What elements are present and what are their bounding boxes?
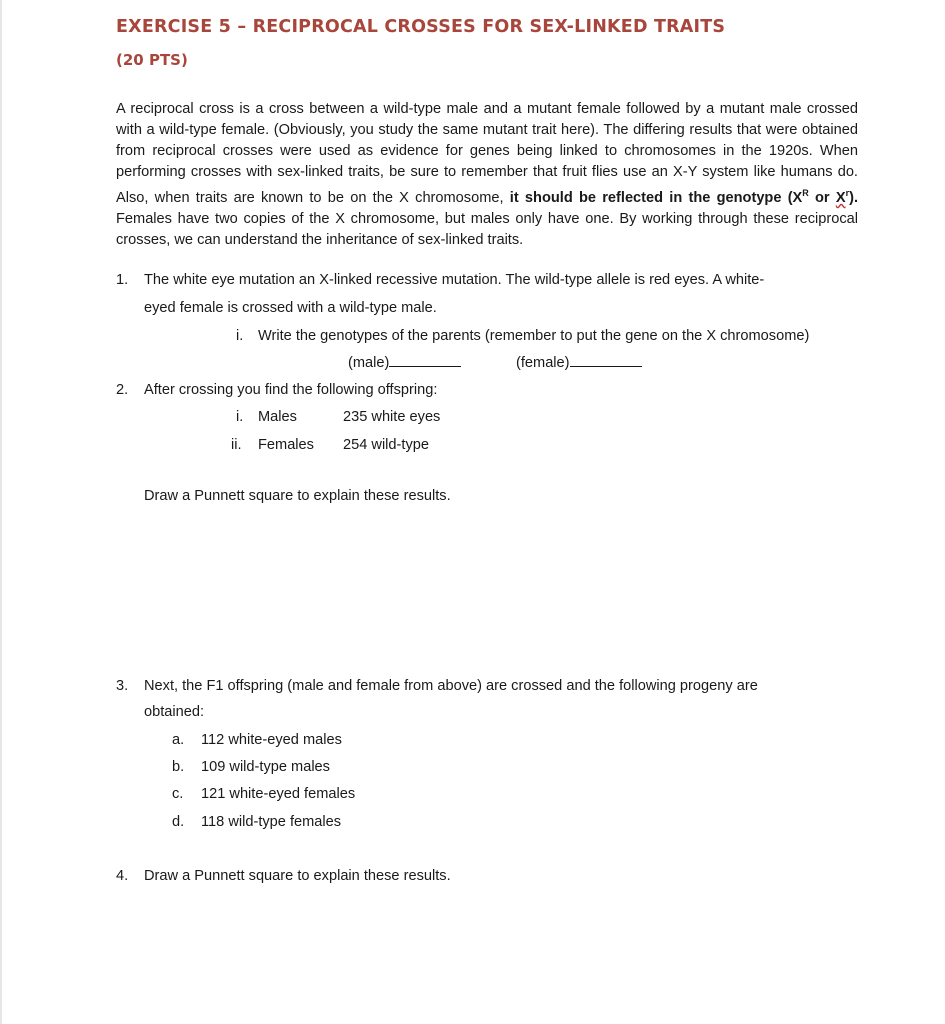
intro-bold-close: ). [849, 190, 859, 207]
q3-item-text: 109 wild-type males [201, 759, 330, 775]
q3-item-text: 112 white-eyed males [201, 732, 342, 748]
q2-row-label: Males [258, 409, 297, 425]
q3-item-num: c. [172, 786, 184, 802]
q2-instruction: Draw a Punnett square to explain these results. [144, 488, 451, 504]
q3-line1: Next, the F1 offspring (male and female from above) are crossed and the following progeny are [144, 678, 758, 694]
male-genotype-field[interactable] [348, 354, 461, 371]
female-blank [570, 354, 642, 367]
q4-text: Draw a Punnett square to explain these results. [144, 868, 451, 884]
q3-item-text: 121 white-eyed females [201, 786, 356, 802]
exercise-points: (20 PTS) [116, 51, 188, 69]
q2-text: After crossing you find the following offspring: [144, 382, 438, 398]
q2-row-value: 254 wild-type [343, 437, 429, 453]
q2-row-num: ii. [231, 437, 242, 453]
female-label: (female) [516, 355, 570, 371]
q3-item-num: b. [172, 759, 185, 775]
q1-number: 1. [116, 272, 129, 288]
intro-bold-1: it should be reflected in the genotype (X [509, 190, 803, 207]
q3-number: 3. [116, 678, 129, 694]
intro-bold-genotype [510, 190, 858, 206]
q3-item-text: 118 wild-type females [201, 814, 342, 830]
female-genotype-field[interactable] [516, 354, 642, 371]
sup-r: R [802, 188, 809, 199]
q2-row-num: i. [236, 409, 244, 425]
q3-line2: obtained: [144, 704, 205, 720]
intro-paragraph [116, 99, 858, 252]
male-blank [389, 354, 461, 367]
sup-r-lower: r [845, 188, 850, 199]
q3-item-num: d. [172, 814, 185, 830]
intro-bold-or: or [808, 190, 836, 207]
q3-item-num: a. [172, 732, 185, 748]
q2-row-label: Females [258, 437, 314, 453]
q1-line1: The white eye mutation an X-linked recessive mutation. The wild-type allele is red eyes. A white- [144, 272, 765, 288]
q1-sub-text: Write the genotypes of the parents (remember to put the gene on the X chromosome) [258, 328, 810, 344]
q4-number: 4. [116, 868, 129, 884]
q1-sub-number: i. [236, 328, 244, 344]
exercise-title: EXERCISE 5 – RECIPROCAL CROSSES FOR SEX-LINKED TRAITS [116, 17, 726, 37]
q2-number: 2. [116, 382, 129, 398]
intro-text-2: Females have two copies of the X chromosome, but males only have one. By working through these reciprocal crosses, we can understand the inheritance of sex-linked traits. [116, 211, 858, 249]
q2-row-value: 235 white eyes [343, 409, 441, 425]
male-label: (male) [348, 355, 390, 371]
q1-line2: eyed female is crossed with a wild-type male. [144, 300, 437, 316]
intro-bold-x: X [835, 190, 846, 207]
intro-text-1: A reciprocal cross is a cross between a wild-type male and a mutant female followed by a mutant male crossed with a wild-type female. (Obviously, you study the same mutant trait here). The differing results that were obtained from reciprocal crosses were used as evidence for genes being linked to chromosomes in the 1920s. When performing crosses with sex-linked traits, be sure to remember that fruit flies use an X-Y system like humans do. Also, when traits are known to be on the X chromosome, [116, 101, 858, 207]
page-edge [0, 0, 2, 1024]
